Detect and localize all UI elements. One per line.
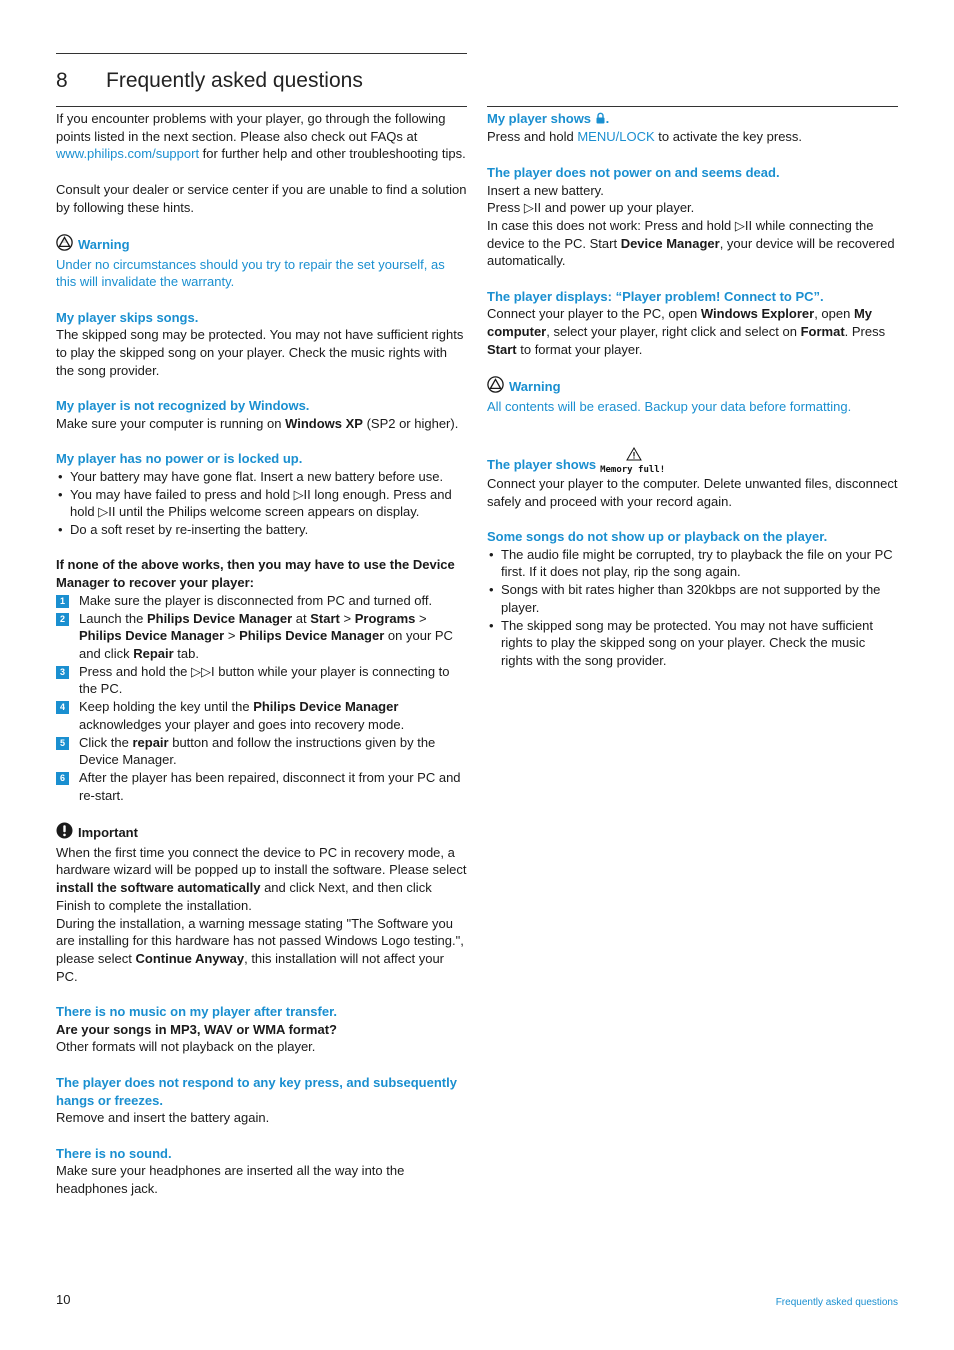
list-item: • You may have failed to press and hold ▷II long enough. Press and hold ▷II until the Philips welcome screen appears on display. xyxy=(56,486,467,521)
faq-heading-some-songs: Some songs do not show up or playback on the player. xyxy=(487,529,828,545)
chapter-rule-right xyxy=(487,106,898,107)
list-item: • Songs with bit rates higher than 320kbps are not supported by the player. xyxy=(487,581,898,616)
footer-section-title: Frequently asked questions xyxy=(775,1297,898,1308)
recovery-heading: If none of the above works, then you may have to use the Device Manager to recover your player: xyxy=(56,557,455,591)
left-column xyxy=(56,110,467,1198)
warning-icon xyxy=(487,376,504,398)
top-rule xyxy=(56,53,467,54)
warning-text: Under no circumstances should you try to repair the set yourself, as this will invalidate the warranty. xyxy=(56,256,445,290)
faq-answer-skips: The skipped song may be protected. You may not have sufficient rights to play the skipped song on your player. Check the music rights with the song provider. xyxy=(56,327,464,378)
faq-answer-dead-1: Insert a new battery. xyxy=(487,182,604,198)
chapter-title: Frequently asked questions xyxy=(106,69,363,92)
faq-answer-lock: Press and hold MENU/LOCK to activate the key press. xyxy=(487,129,803,145)
warning-icon xyxy=(56,234,73,256)
faq-answer-no-music: Other formats will not playback on the player. xyxy=(56,1039,316,1055)
list-item: • Your battery may have gone flat. Insert a new battery before use. xyxy=(56,468,467,486)
intro-paragraph-2: Consult your dealer or service center if you are unable to find a solution by following these hints. xyxy=(56,181,467,215)
step-item: 4 Keep holding the key until the Philips Device Manager acknowledges your player and goes into recovery mode. xyxy=(56,698,467,733)
step-number: 1 xyxy=(56,595,69,608)
step-number: 2 xyxy=(56,613,69,626)
faq-answer-dead-2: Press ▷II and power up your player. xyxy=(487,200,695,216)
step-number: 4 xyxy=(56,701,69,714)
chapter-number: 8 xyxy=(56,69,68,92)
list-item: • The audio file might be corrupted, try to playback the file on your PC first. If it does not play, rip the song again. xyxy=(487,546,898,581)
important-heading: Important xyxy=(56,822,467,844)
warning-text-2: All contents will be erased. Backup your data before formatting. xyxy=(487,398,852,414)
faq-heading-dead: The player does not power on and seems dead. xyxy=(487,164,780,180)
faq-answer-dead-3: In case this does not work: Press and hold ▷II while connecting the device to the PC. Start Device Manager, your device will be recovered automatically. xyxy=(487,217,895,269)
important-text-2: During the installation, a warning message stating "The Software you are installing for this hardware has not passed Windows Logo testing.", please select Continue Anyway, this installation will not affect your PC. xyxy=(56,915,464,984)
step-item: 2 Launch the Philips Device Manager at Start > Programs > Philips Device Manager > Philips Device Manager on your PC and click Repair tab. xyxy=(56,610,467,663)
memory-full-screen-icon: Memory full! xyxy=(600,451,670,475)
step-number: 5 xyxy=(56,737,69,750)
step-item: 3 Press and hold the ▷▷I button while your player is connecting to the PC. xyxy=(56,663,467,698)
exclamation-icon xyxy=(56,822,73,844)
faq-heading-hangs: The player does not respond to any key press, and subsequently hangs or freezes. xyxy=(56,1074,457,1108)
faq-answer-hangs: Remove and insert the battery again. xyxy=(56,1110,270,1126)
step-item: 1 Make sure the player is disconnected from PC and turned off. xyxy=(56,592,467,610)
faq-answer-memory-full: Connect your player to the computer. Delete unwanted files, disconnect safely and proceed with your record again. xyxy=(487,475,898,509)
important-text: When the first time you connect the device to PC in recovery mode, a hardware wizard will be popped up to install the software. Please select install the software automatically and click Next, and then click Finish to complete the installation. xyxy=(56,844,467,913)
chapter-heading xyxy=(56,67,467,95)
warning-heading: Warning xyxy=(56,234,467,256)
recovery-steps xyxy=(56,592,467,804)
faq-heading-memory-full: The player shows Memory full! xyxy=(487,451,898,475)
faq-heading-no-power: My player has no power or is locked up. xyxy=(56,451,303,467)
alert-triangle-icon xyxy=(626,447,642,466)
list-item: • The skipped song may be protected. You may not have sufficient rights to play the skipped song on your player. Check the music rights with the song provider. xyxy=(487,617,898,670)
list-item: • Do a soft reset by re-inserting the battery. xyxy=(56,521,467,539)
step-number: 6 xyxy=(56,772,69,785)
faq-heading-skips: My player skips songs. xyxy=(56,309,199,325)
faq-answer-player-problem: Connect your player to the PC, open Windows Explorer, open My computer, select your player, right click and select on Format. Press Start to format your player. xyxy=(487,306,886,357)
play-pause-icon: ▷II xyxy=(734,217,753,233)
chapter-rule-left xyxy=(56,106,467,107)
faq-heading-no-music: There is no music on my player after transfer. xyxy=(56,1004,338,1020)
no-power-list xyxy=(56,468,467,539)
intro-paragraph: If you encounter problems with your player, go through the following points listed in the next section. Please also check out FAQs at www.philips.com/support for further help and other troubleshooting tips. xyxy=(56,111,466,162)
step-item: 6 After the player has been repaired, disconnect it from your PC and re-start. xyxy=(56,769,467,804)
faq-heading-player-problem: The player displays: “Player problem! Connect to PC”. xyxy=(487,288,824,304)
play-pause-icon: ▷II xyxy=(98,504,116,520)
play-pause-icon: ▷II xyxy=(293,486,311,502)
warning-heading-2: Warning xyxy=(487,376,898,398)
right-column xyxy=(487,110,898,670)
support-link[interactable]: www.philips.com/support xyxy=(56,146,200,162)
faq-heading-no-sound: There is no sound. xyxy=(56,1145,172,1161)
play-pause-icon: ▷II xyxy=(523,200,542,216)
lock-icon xyxy=(595,111,606,129)
faq-heading-not-recognized: My player is not recognized by Windows. xyxy=(56,398,310,414)
step-number: 3 xyxy=(56,666,69,679)
step-item: 5 Click the repair button and follow the instructions given by the Device Manager. xyxy=(56,734,467,769)
faq-question-format: Are your songs in MP3, WAV or WMA format? xyxy=(56,1021,337,1037)
some-songs-list xyxy=(487,546,898,670)
page-number: 10 xyxy=(56,1292,71,1307)
faq-heading-lock: My player shows . xyxy=(487,110,898,128)
skip-forward-icon: ▷▷I xyxy=(191,663,215,679)
faq-answer-not-recognized: Make sure your computer is running on Windows XP (SP2 or higher). xyxy=(56,415,459,431)
faq-answer-no-sound: Make sure your headphones are inserted all the way into the headphones jack. xyxy=(56,1163,405,1197)
menu-lock-key: MENU/LOCK xyxy=(577,129,655,145)
